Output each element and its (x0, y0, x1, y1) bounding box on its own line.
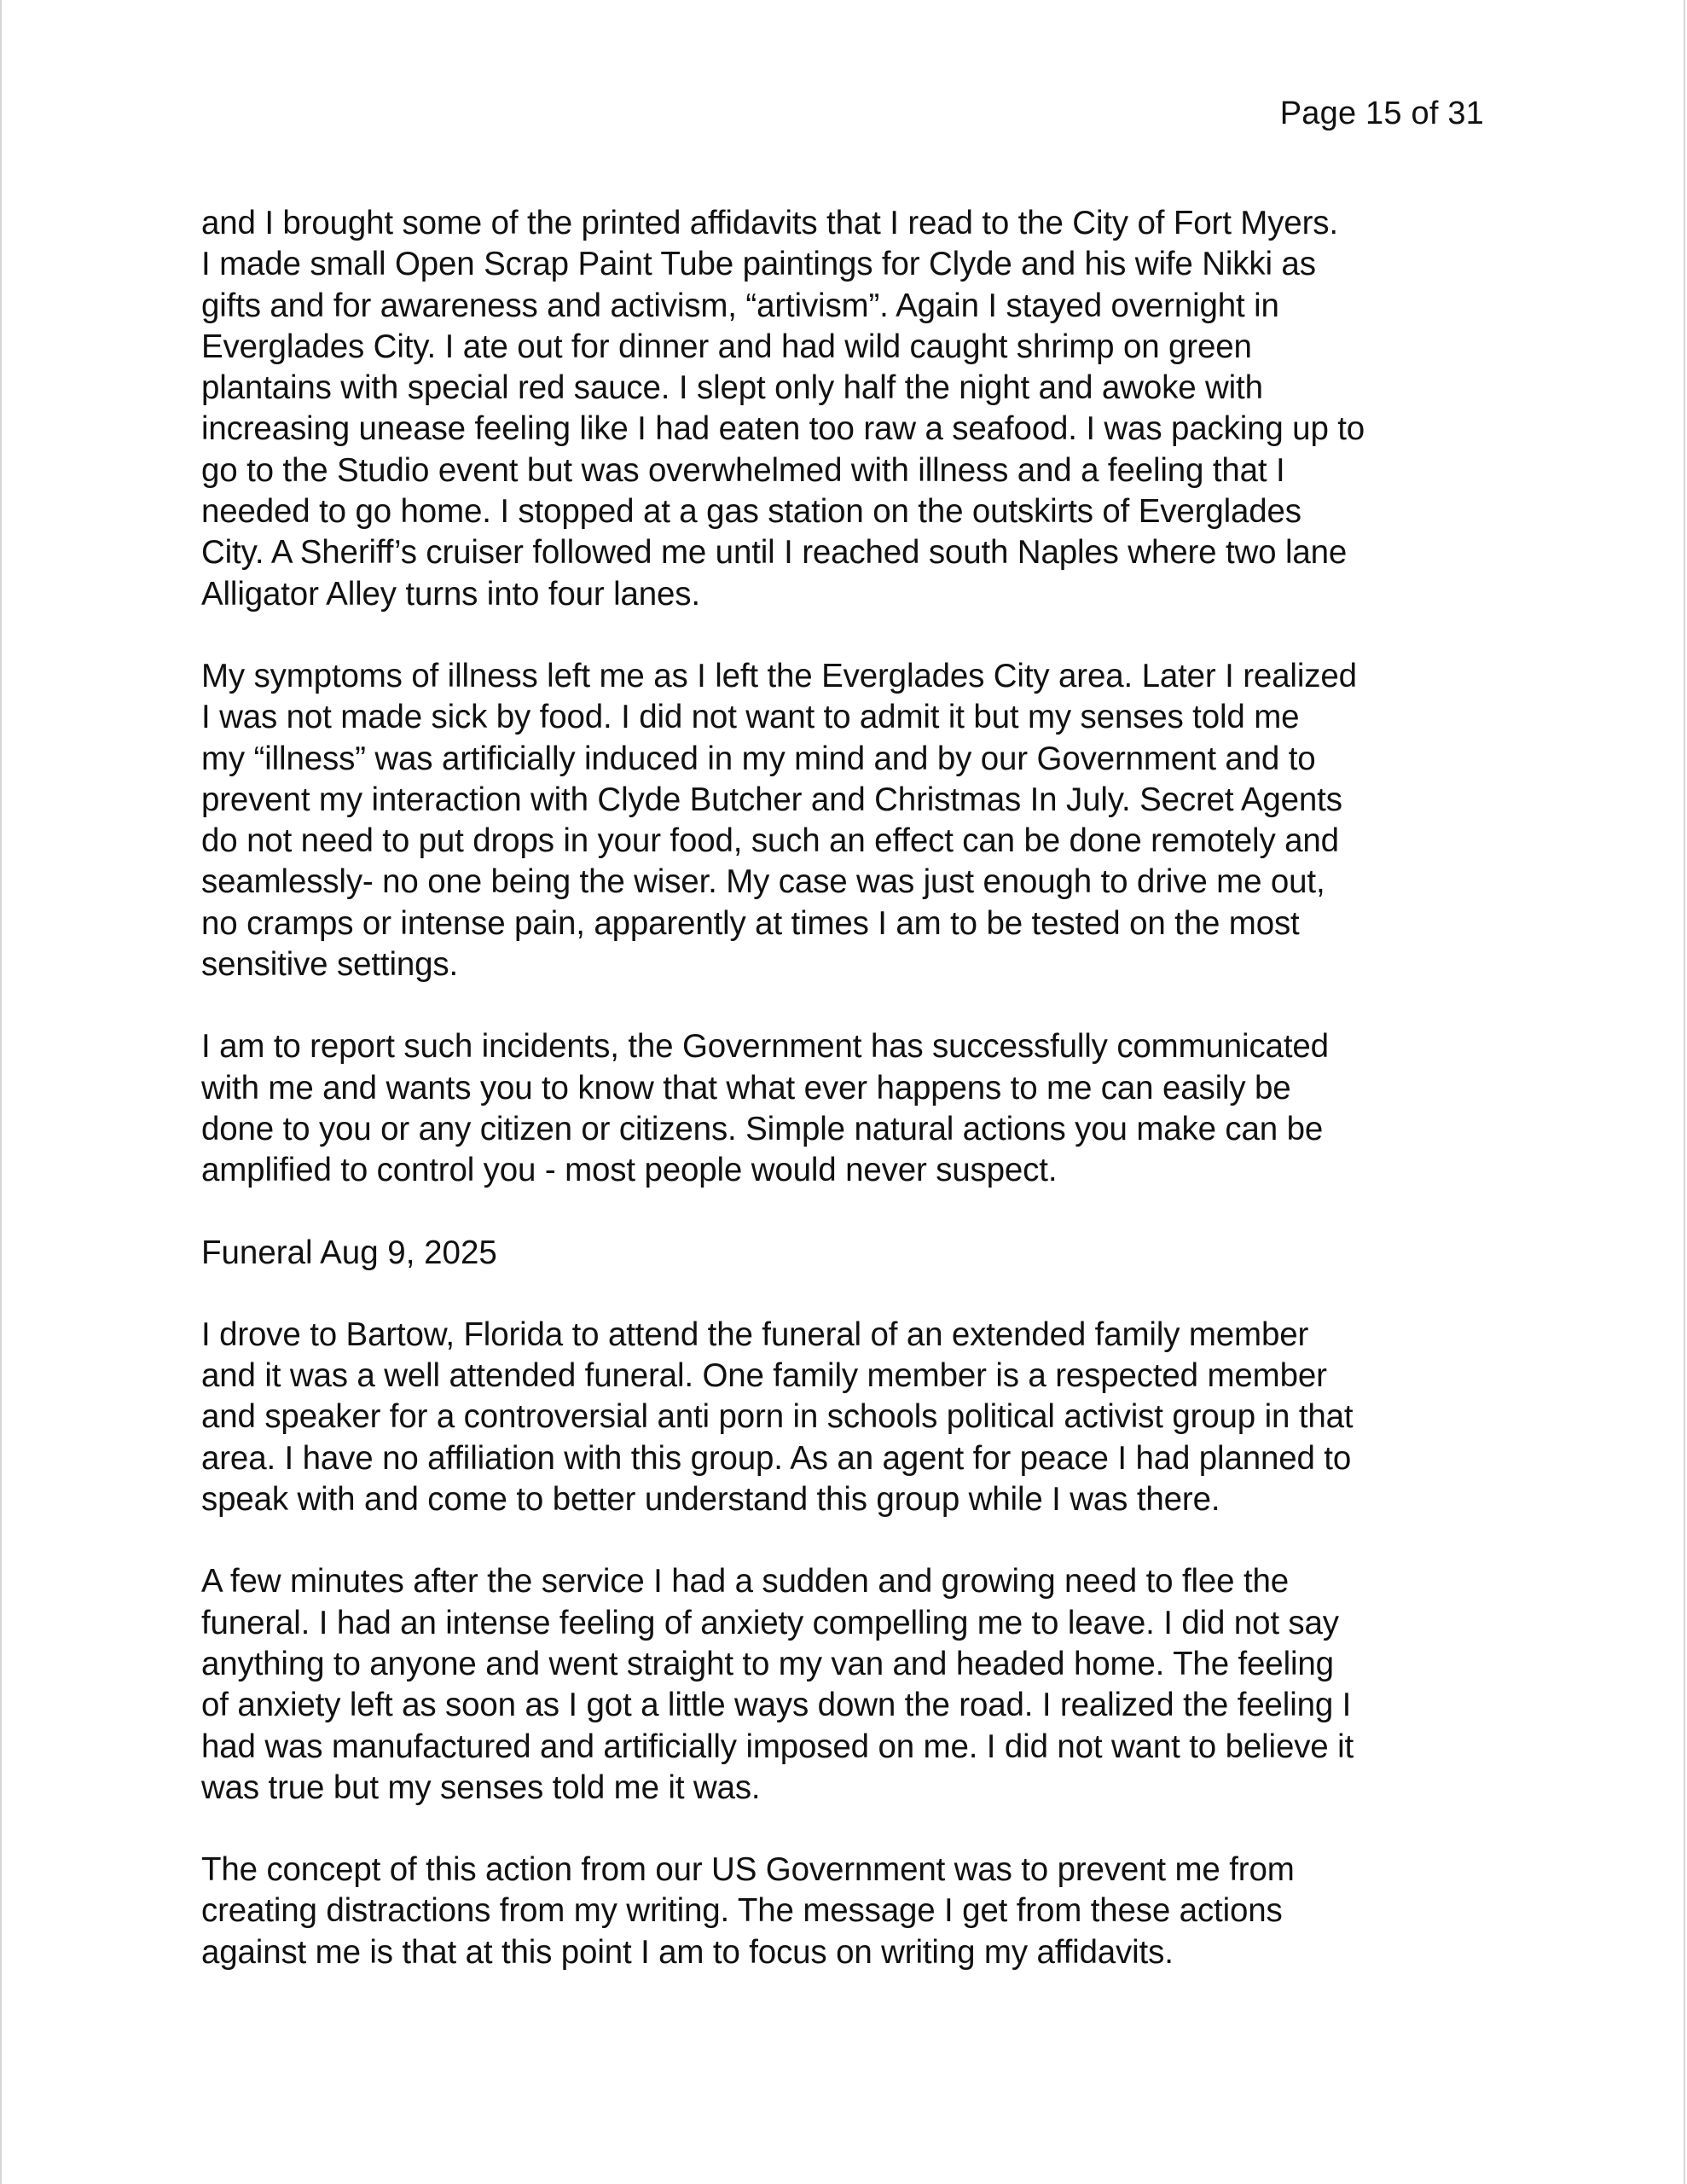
text-line: The concept of this action from our US Government was to prevent me from (201, 1851, 1295, 1889)
text-line: sensitive settings. (201, 946, 459, 984)
text-line: with me and wants you to know that what ever happens to me can easily be (201, 1069, 1291, 1107)
text-line: gifts and for awareness and activism, “artivism”. Again I stayed overnight in (201, 287, 1279, 324)
page-number: Page 15 of 31 (1279, 96, 1484, 131)
paragraph-1 (201, 203, 1498, 615)
document-body (201, 203, 1498, 2014)
text-line: A few minutes after the service I had a sudden and growing need to flee the (201, 1563, 1290, 1600)
text-line: was true but my senses told me it was. (201, 1769, 761, 1806)
text-line: needed to go home. I stopped at a gas station on the outskirts of Everglades (201, 493, 1301, 531)
text-line: creating distractions from my writing. The message I get from these actions (201, 1892, 1283, 1930)
paragraph-5 (201, 1561, 1498, 1809)
text-line: I made small Open Scrap Paint Tube paintings for Clyde and his wife Nikki as (201, 246, 1316, 283)
paragraph-3 (201, 1026, 1498, 1191)
text-line: no cramps or intense pain, apparently at times I am to be tested on the most (201, 904, 1300, 942)
text-line: funeral. I had an intense feeling of anxiety compelling me to leave. I did not say (201, 1604, 1339, 1641)
text-line: anything to anyone and went straight to my van and headed home. The feeling (201, 1645, 1334, 1682)
heading-text: Funeral Aug 9, 2025 (201, 1234, 497, 1271)
text-line: and I brought some of the printed affidavits that I read to the City of Fort Myers. (201, 205, 1338, 241)
text-line: area. I have no affiliation with this group. As an agent for peace I had planned to (201, 1439, 1352, 1477)
text-line: City. A Sheriff’s cruiser followed me until I reached south Naples where two lane (201, 534, 1348, 572)
text-line: Everglades City. I ate out for dinner and had wild caught shrimp on green (201, 328, 1252, 365)
text-line: prevent my interaction with Clyde Butcher and Christmas In July. Secret Agents (201, 781, 1342, 818)
paragraph-4 (201, 1315, 1498, 1520)
section-heading (201, 1233, 1498, 1274)
text-line: speak with and come to better understand this group while I was there. (201, 1481, 1220, 1519)
text-line: amplified to control you - most people would never suspect. (201, 1152, 1058, 1189)
text-line: and speaker for a controversial anti porn in schools political activist group in that (201, 1398, 1354, 1436)
text-line: against me is that at this point I am to focus on writing my affidavits. (201, 1933, 1174, 1971)
text-line: done to you or any citizen or citizens. Simple natural actions you make can be (201, 1110, 1324, 1147)
text-line: plantains with special red sauce. I slept only half the night and awoke with (201, 369, 1263, 407)
text-line: do not need to put drops in your food, such an effect can be done remotely and (201, 822, 1339, 860)
text-line: of anxiety left as soon as I got a little ways down the road. I realized the feeling I (201, 1687, 1352, 1724)
paragraph-6 (201, 1850, 1498, 1973)
text-line: had was manufactured and artificially imposed on me. I did not want to believe it (201, 1728, 1354, 1765)
text-line: I drove to Bartow, Florida to attend the funeral of an extended family member (201, 1316, 1309, 1353)
text-line: seamlessly- no one being the wiser. My case was just enough to drive me out, (201, 863, 1325, 901)
text-line: My symptoms of illness left me as I left the Everglades City area. Later I realized (201, 657, 1357, 694)
text-line: and it was a well attended funeral. One family member is a respected member (201, 1357, 1327, 1395)
text-line: increasing unease feeling like I had eaten too raw a seafood. I was packing up to (201, 410, 1365, 448)
text-line: Alligator Alley turns into four lanes. (201, 575, 700, 613)
text-line: I was not made sick by food. I did not want to admit it but my senses told me (201, 699, 1300, 736)
text-line: go to the Studio event but was overwhelmed with illness and a feeling that I (201, 451, 1285, 489)
text-line: my “illness” was artificially induced in my mind and by our Government and to (201, 740, 1316, 777)
text-line: I am to report such incidents, the Government has successfully communicated (201, 1028, 1329, 1066)
paragraph-2 (201, 656, 1498, 985)
